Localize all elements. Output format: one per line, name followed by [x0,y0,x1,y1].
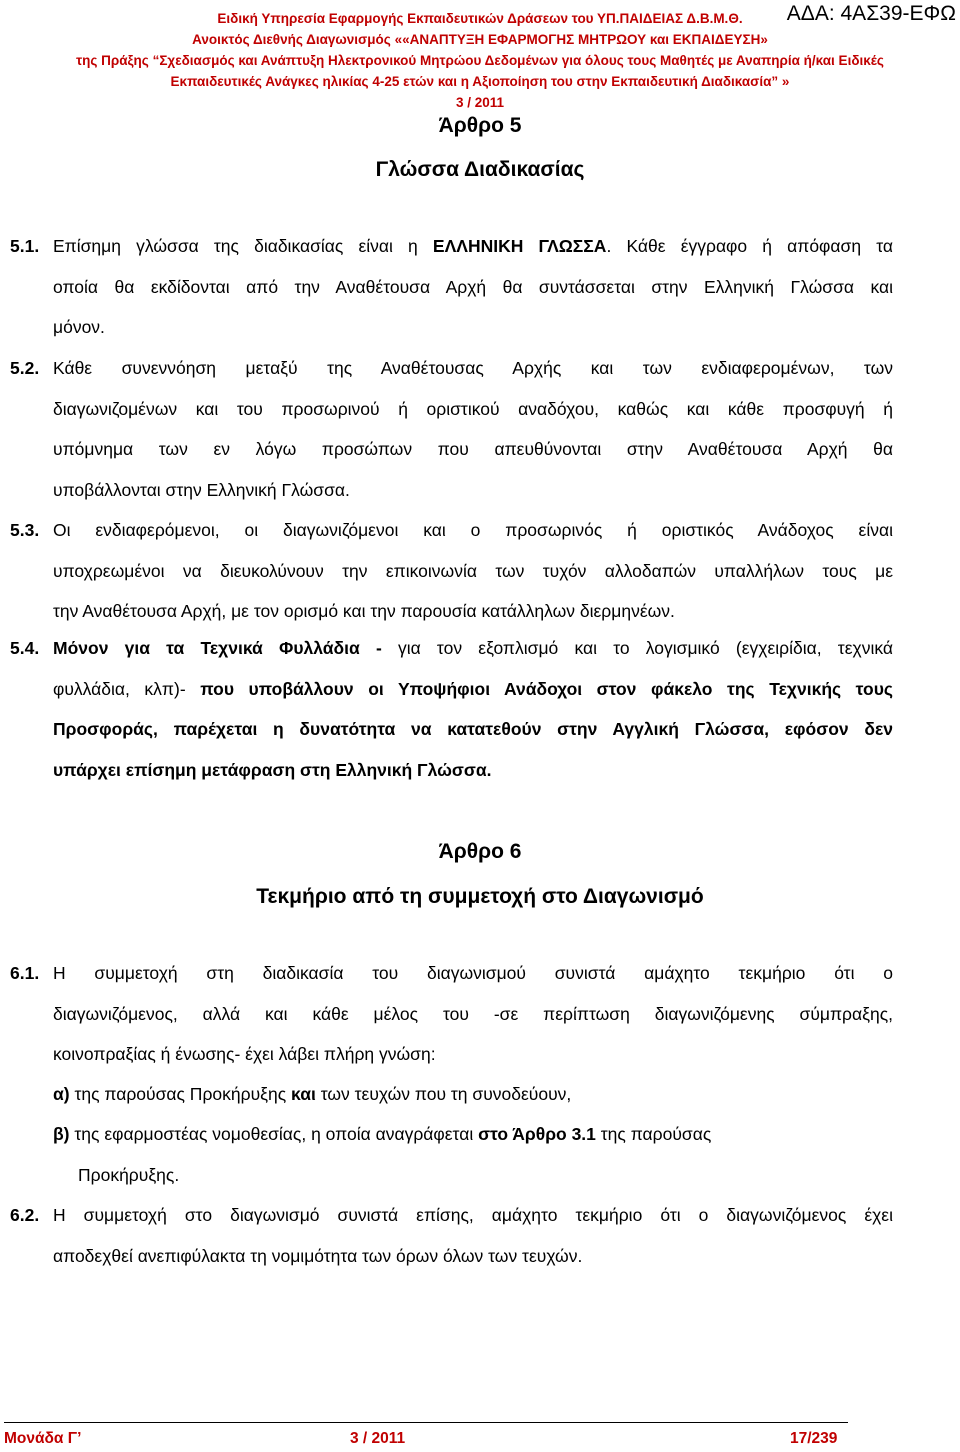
bold-text: ΕΛΛΗΝΙΚΗ ΓΛΩΣΣΑ [432,236,607,256]
paragraph-body [53,628,893,790]
footer-date: 3 / 2011 [350,1430,406,1447]
text: της εφαρμοστέας νομοθεσίας, η οποία αναγράφεται [69,1124,479,1144]
text: . Κάθε έγγραφο ή απόφαση τα [606,236,893,256]
paragraph-5-3 [10,510,893,632]
list-item-a [53,1074,571,1115]
paragraph-number: 6.2. [10,1205,40,1225]
paragraph-body [53,1195,893,1276]
header-line-4: Εκπαιδευτικές Ανάγκες ηλικίας 4-25 ετών και η Αξιοποίηση του στην Εκπαιδευτική Διαδικασία” » [170,74,790,89]
article-6-subtitle: Τεκμήριο από τη συμμετοχή στο Διαγωνισμό [256,885,704,908]
text-line: οποία θα εκδίδονται από την Αναθέτουσα Αρχή θα συντάσσεται στην Ελληνική Γλώσσα και [53,276,893,297]
bold-text: στο Άρθρο 3.1 [478,1124,596,1144]
paragraph-number: 5.1. [10,236,40,256]
article-5-subtitle: Γλώσσα Διαδικασίας [375,158,585,181]
text: για τον εξοπλισμό και το λογισμικό (εγχειρίδια, τεχνικά [381,638,893,658]
paragraph-number: 5.3. [10,520,40,540]
bold-text-line: υπάρχει επίσημη μετάφραση στη Ελληνική Γλώσσα. [53,759,492,780]
text-line: Η συμμετοχή στο διαγωνισμό συνιστά επίσης, αμάχητο τεκμήριο ότι ο διαγωνιζόμενος έχει [53,1205,893,1225]
list-item-b [53,1114,711,1155]
paragraph-body [53,348,893,510]
bold-text: Μόνον για τα Τεχνικά Φυλλάδια - [53,638,382,658]
paragraph-body [53,953,893,1075]
paragraph-5-1 [10,226,893,348]
text: φυλλάδια, κλπ)- [53,678,201,699]
footer-unit: Μονάδα Γ’ [4,1430,82,1447]
text: της παρούσας Προκήρυξης [69,1084,292,1104]
header-line-2: Ανοικτός Διεθνής Διαγωνισμός ««ΑΝΑΠΤΥΞΗ ΕΦΑΡΜΟΓΗΣ ΜΗΤΡΩΟΥ και ΕΚΠΑΙΔΕΥΣΗ» [192,32,768,47]
paragraph-6-1 [10,953,893,1075]
ada-code: ΑΔΑ: 4ΑΣ39-ΕΦΩ [786,2,956,25]
footer-divider [4,1422,848,1423]
text-line: Η συμμετοχή στη διαδικασία του διαγωνισμού συνιστά αμάχητο τεκμήριο ότι ο [53,963,893,983]
text-line: υποχρεωμένοι να διευκολύνουν την επικοινωνία των τυχόν αλλοδαπών υπαλλήλων τους με [53,560,893,581]
text-line: διαγωνιζομένων και του προσωρινού ή οριστικού αναδόχου, καθώς και κάθε προσφυγή ή [53,398,893,419]
page-footer [0,1428,960,1452]
paragraph-number: 5.2. [10,358,40,378]
header-line-3: της Πράξης “Σχεδιασμός και Ανάπτυξη Ηλεκτρονικού Μητρώου Δεδομένων για όλους τους Μαθητές με Αναπηρία ή/και Ειδικές [76,53,884,68]
text: των τευχών που τη συνοδεύουν, [315,1084,572,1104]
article-5-title: Άρθρο 5 [438,114,522,137]
footer-page-number: 17/239 [790,1430,838,1447]
paragraph-5-4 [10,628,893,790]
bold-text: και [291,1084,316,1104]
header-line-1: Ειδική Υπηρεσία Εφαρμογής Εκπαιδευτικών Δράσεων του ΥΠ.ΠΑΙΔΕΙΑΣ Δ.Β.Μ.Θ. [217,11,743,26]
text-line: την Αναθέτουσα Αρχή, με τον ορισμό και την παρουσία κατάλληλων διερμηνέων. [53,601,675,621]
text-line: υποβάλλονται στην Ελληνική Γλώσσα. [53,479,350,500]
text: Επίσημη γλώσσα της διαδικασίας είναι η [53,236,433,256]
bold-text: που υποβάλλουν οι Υποψήφιοι Ανάδοχοι στον φάκελο της Τεχνικής τους [200,678,893,699]
paragraph-body [53,226,893,348]
text-line: κοινοπραξίας ή ένωσης- έχει λάβει πλήρη γνώση: [53,1044,436,1064]
paragraph-number: 5.4. [10,638,40,658]
text-line: Κάθε συνεννόηση μεταξύ της Αναθέτουσας Αρχής και των ενδιαφερομένων, των [53,358,893,378]
text-line: μόνον. [53,317,105,337]
article-6-title: Άρθρο 6 [438,840,522,863]
text-line: Οι ενδιαφερόμενοι, οι διαγωνιζόμενοι και ο προσωρινός ή οριστικός Ανάδοχος είναι [53,520,893,540]
paragraph-6-2 [10,1195,893,1276]
text-line: αποδεχθεί ανεπιφύλακτα τη νομιμότητα των όρων όλων των τευχών. [53,1245,583,1266]
text: της παρούσας [595,1124,712,1144]
header-line-5: 3 / 2011 [455,95,505,110]
list-label: β) [53,1124,70,1144]
text-line: διαγωνιζόμενος, αλλά και κάθε μέλος του -σε περίπτωση διαγωνιζόμενης σύμπραξης, [53,1003,893,1024]
bold-text-line: Προσφοράς, παρέχεται η δυνατότητα να κατατεθούν στην Αγγλική Γλώσσα, εφόσον δεν [53,719,893,739]
paragraph-body [53,510,893,632]
paragraph-5-2 [10,348,893,510]
list-item-b-continuation: Προκήρυξης. [78,1165,180,1185]
list-label: α) [53,1084,70,1104]
paragraph-number: 6.1. [10,963,40,983]
text-line: υπόμνημα των εν λόγω προσώπων που απευθύνονται στην Αναθέτουσα Αρχή θα [53,439,893,459]
